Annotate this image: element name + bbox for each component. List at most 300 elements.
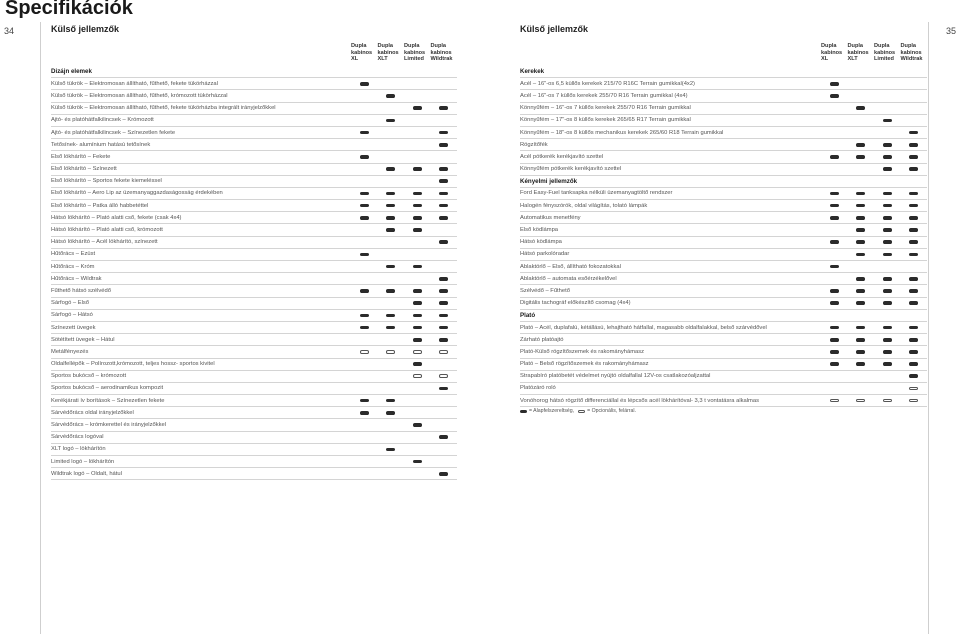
table-cell <box>404 240 431 244</box>
table-cell <box>404 362 431 366</box>
table-cell <box>404 277 431 281</box>
table-cell <box>431 192 458 196</box>
table-cell <box>378 119 405 123</box>
table-cell <box>848 167 875 171</box>
table-row <box>51 273 457 285</box>
table-cell <box>901 143 928 147</box>
table-row <box>520 334 927 346</box>
optional-marker-icon <box>386 350 395 354</box>
table-cell <box>351 435 378 439</box>
table-row <box>51 127 457 139</box>
row-label: Acél – 16"-os 7 küllős kerekek 255/70 R16 Terrain gumikkal (4x4) <box>520 92 688 99</box>
page-number-right: 35 <box>945 26 956 36</box>
column-header: Dupla kabinos Wildtrak <box>900 43 923 63</box>
standard-marker-icon <box>830 82 839 86</box>
table-cell <box>404 228 431 232</box>
standard-marker-icon <box>909 228 918 232</box>
table-cell <box>874 106 901 110</box>
table-cell <box>351 411 378 415</box>
table-cell <box>378 472 405 476</box>
standard-marker-icon <box>386 314 395 318</box>
table-cell <box>821 131 848 135</box>
standard-marker-icon <box>883 350 892 354</box>
standard-marker-icon <box>413 362 422 366</box>
table-row <box>51 139 457 151</box>
legend-optional-text: = Opcionális, felárral. <box>587 408 637 414</box>
table-row <box>520 90 927 102</box>
standard-marker-icon <box>856 350 865 354</box>
table-cell <box>404 326 431 330</box>
table-cell <box>378 411 405 415</box>
table-cell <box>351 143 378 147</box>
column-header: Dupla kabinos XLT <box>847 43 869 63</box>
table-cell <box>848 374 875 378</box>
table-row <box>51 371 457 383</box>
standard-marker-icon <box>883 204 892 208</box>
standard-marker-icon <box>413 423 422 427</box>
table-cell <box>378 106 405 110</box>
table-cell <box>378 240 405 244</box>
table-cell <box>378 253 405 257</box>
table-cell <box>431 228 458 232</box>
standard-marker-icon <box>883 240 892 244</box>
row-label: Sportos bukócső – krómozott <box>51 373 127 380</box>
standard-marker-icon <box>439 167 448 171</box>
row-label: Első lökhárító – Fekete <box>51 153 111 160</box>
optional-marker-icon <box>439 374 448 378</box>
row-label: Fűthető hátsó szélvédő <box>51 287 111 294</box>
table-cell <box>431 301 458 305</box>
row-label: Első ködlámpa <box>520 227 559 234</box>
table-cell <box>431 448 458 452</box>
table-cell <box>821 362 848 366</box>
standard-marker-icon <box>360 399 369 403</box>
standard-marker-icon <box>439 314 448 318</box>
table-cell <box>848 204 875 208</box>
table-cell <box>378 387 405 391</box>
table-row <box>520 139 927 151</box>
row-label: Könnyűfém – 16"-os 7 küllős kerekek 255/70 R16 Terrain gumikkal <box>520 105 691 112</box>
table-row <box>520 383 927 395</box>
table-cell <box>404 106 431 110</box>
standard-marker-icon <box>439 106 448 110</box>
table-cell <box>821 253 848 257</box>
row-label: Kerekek <box>520 68 545 76</box>
row-label: Limited logó – lökhárítón <box>51 458 115 465</box>
left-spec-table <box>51 66 457 480</box>
table-cell <box>901 265 928 269</box>
optional-marker-icon <box>360 350 369 354</box>
table-cell <box>431 362 458 366</box>
table-cell <box>378 435 405 439</box>
table-cell <box>874 143 901 147</box>
table-cell <box>821 289 848 293</box>
row-label: Acél pótkerék kerékjavító szettel <box>520 153 604 160</box>
table-cell <box>874 131 901 135</box>
row-label: Első lökhárító – Sportos fekete kiemeléssel <box>51 178 162 185</box>
row-label: Metálfényezés <box>51 348 89 355</box>
table-cell <box>848 94 875 98</box>
standard-marker-icon <box>909 362 918 366</box>
table-cell <box>431 338 458 342</box>
optional-marker-icon <box>909 399 918 403</box>
table-cell <box>351 472 378 476</box>
table-cell <box>404 167 431 171</box>
table-cell <box>874 265 901 269</box>
row-label: Ajtó- és platóhátfalkilincsek – Színezetlen fekete <box>51 129 176 136</box>
table-cell <box>821 82 848 86</box>
standard-marker-icon <box>909 155 918 159</box>
table-cell <box>404 155 431 159</box>
table-cell <box>901 216 928 220</box>
table-cell <box>874 338 901 342</box>
table-cell <box>431 240 458 244</box>
table-cell <box>351 387 378 391</box>
column-header: Dupla kabinos Limited <box>404 43 426 63</box>
standard-marker-icon <box>856 253 865 257</box>
row-label: Hűtőrács – Króm <box>51 263 95 270</box>
table-cell <box>351 192 378 196</box>
table-cell <box>821 240 848 244</box>
row-label: Sárvédőrács oldal irányjelzőkkel <box>51 409 134 416</box>
table-cell <box>431 350 458 354</box>
table-row <box>520 200 927 212</box>
standard-marker-icon <box>856 106 865 110</box>
table-cell <box>901 338 928 342</box>
standard-marker-icon <box>386 265 395 269</box>
table-row <box>51 164 457 176</box>
table-cell <box>431 472 458 476</box>
table-cell <box>378 265 405 269</box>
table-cell <box>378 192 405 196</box>
row-label: Ford Easy-Fuel tanksapka nélküli üzemanyagtöltő rendszer <box>520 190 673 197</box>
standard-marker-icon <box>413 314 422 318</box>
table-group-header <box>520 176 927 188</box>
standard-marker-icon <box>360 204 369 208</box>
standard-marker-icon <box>830 204 839 208</box>
table-cell <box>821 265 848 269</box>
standard-marker-icon <box>830 350 839 354</box>
standard-marker-icon <box>856 192 865 196</box>
left-column-headers <box>351 43 457 63</box>
standard-marker-icon <box>386 119 395 123</box>
table-row <box>520 151 927 163</box>
table-row <box>51 346 457 358</box>
standard-marker-icon <box>830 326 839 330</box>
table-cell <box>821 167 848 171</box>
table-cell <box>378 216 405 220</box>
table-cell <box>874 387 901 391</box>
standard-marker-icon <box>830 338 839 342</box>
standard-marker-icon <box>909 204 918 208</box>
optional-marker-icon <box>439 350 448 354</box>
row-label: Zárható platóajtó <box>520 336 564 343</box>
table-cell <box>874 119 901 123</box>
standard-marker-icon <box>883 289 892 293</box>
table-cell <box>901 167 928 171</box>
table-cell <box>431 387 458 391</box>
row-label: Sárfogó – Első <box>51 300 90 307</box>
table-cell <box>821 119 848 123</box>
standard-marker-icon <box>909 326 918 330</box>
standard-marker-icon <box>909 131 918 135</box>
standard-marker-icon <box>413 192 422 196</box>
table-cell <box>404 265 431 269</box>
table-cell <box>848 253 875 257</box>
table-cell <box>901 374 928 378</box>
table-row <box>51 103 457 115</box>
legend-standard-text: = Alapfelszereltség, <box>529 408 575 414</box>
standard-marker-icon <box>856 301 865 305</box>
table-row <box>51 224 457 236</box>
page-title: Specifikációk <box>5 0 133 19</box>
table-cell <box>821 301 848 305</box>
table-cell <box>901 94 928 98</box>
standard-marker-icon <box>856 204 865 208</box>
table-cell <box>431 216 458 220</box>
standard-marker-icon <box>386 94 395 98</box>
table-cell <box>874 204 901 208</box>
right-column-headers <box>821 43 927 63</box>
table-row <box>520 103 927 115</box>
table-cell <box>874 167 901 171</box>
standard-marker-icon <box>883 155 892 159</box>
table-cell <box>848 265 875 269</box>
standard-marker-icon <box>439 240 448 244</box>
standard-marker-icon <box>439 143 448 147</box>
table-row <box>520 285 927 297</box>
table-cell <box>431 435 458 439</box>
optional-marker-icon <box>413 374 422 378</box>
standard-marker-icon <box>439 216 448 220</box>
table-cell <box>404 314 431 318</box>
standard-marker-icon <box>856 155 865 159</box>
table-cell <box>378 460 405 464</box>
table-row <box>520 273 927 285</box>
table-cell <box>351 94 378 98</box>
standard-marker-icon <box>413 326 422 330</box>
right-divider <box>928 22 929 634</box>
standard-marker-icon <box>883 119 892 123</box>
column-header: Dupla kabinos XLT <box>377 43 399 63</box>
row-label: Strapabíró platóbetét védelmet nyújtó oldalfallal 12V-os csatlakozóaljzattal <box>520 373 711 380</box>
standard-marker-icon <box>909 216 918 220</box>
table-cell <box>848 387 875 391</box>
table-row <box>51 322 457 334</box>
row-label: Vonóhorog hátsó rögzítő differenciállal és lépcsős acél lökhárítóval- 3,3 t vontatásra alkalmas <box>520 397 759 404</box>
table-cell <box>848 119 875 123</box>
table-cell <box>351 314 378 318</box>
table-row <box>51 261 457 273</box>
table-cell <box>874 289 901 293</box>
standard-marker-icon <box>856 289 865 293</box>
table-row <box>51 407 457 419</box>
row-label: Könnyűfém – 18"-os 8 küllős mechanikus kerekek 265/60 R18 Terrain gumikkal <box>520 129 724 136</box>
table-cell <box>351 216 378 220</box>
row-label: Sötétített üvegek – Hátul <box>51 336 115 343</box>
row-label: Plató <box>520 311 536 319</box>
standard-marker-icon <box>386 228 395 232</box>
standard-marker-icon <box>386 216 395 220</box>
table-cell <box>404 289 431 293</box>
table-row <box>51 456 457 468</box>
table-cell <box>404 192 431 196</box>
standard-marker-icon <box>909 143 918 147</box>
table-cell <box>378 143 405 147</box>
row-label: Hűtőrács – Ezüst <box>51 251 96 258</box>
row-label: Színezett üvegek <box>51 324 96 331</box>
row-label: Tetősínek- alumínium hatású tetősínek <box>51 141 151 148</box>
standard-marker-icon <box>360 411 369 415</box>
table-cell <box>821 106 848 110</box>
table-cell <box>378 204 405 208</box>
row-label: Hátsó ködlámpa <box>520 239 562 246</box>
table-cell <box>378 362 405 366</box>
row-label: Ajtó- és platóhátfalkilincsek – Krómozott <box>51 117 154 124</box>
left-divider <box>40 22 41 634</box>
table-cell <box>821 374 848 378</box>
standard-marker-icon <box>883 301 892 305</box>
table-cell <box>351 362 378 366</box>
row-label: Külső tükrök – Elektromosan állítható, fűthető, krómozott tükörházzal <box>51 92 228 99</box>
row-label: Külső tükrök – Elektromosan állítható, fűthető, fekete tükörházba integrált irányjelzőkkel <box>51 105 276 112</box>
row-label: Sárvédőrács logóval <box>51 434 104 441</box>
table-cell <box>378 448 405 452</box>
standard-marker-icon <box>520 410 527 413</box>
table-cell <box>351 277 378 281</box>
table-cell <box>901 119 928 123</box>
table-cell <box>404 338 431 342</box>
table-cell <box>848 106 875 110</box>
standard-marker-icon <box>830 155 839 159</box>
table-row <box>520 298 927 310</box>
row-label: Plató – Belső rögzítőszemek és rakományhámasz <box>520 361 649 368</box>
row-label: Platózáró roló <box>520 385 556 392</box>
table-cell <box>404 350 431 354</box>
table-cell <box>351 460 378 464</box>
table-cell <box>351 423 378 427</box>
table-cell <box>404 301 431 305</box>
table-cell <box>378 301 405 305</box>
table-cell <box>431 94 458 98</box>
table-row <box>51 298 457 310</box>
table-cell <box>431 265 458 269</box>
table-cell <box>874 155 901 159</box>
table-cell <box>404 399 431 403</box>
table-cell <box>901 362 928 366</box>
table-cell <box>404 143 431 147</box>
row-label: Könnyűfém pótkerék kerékjavító szettel <box>520 166 622 173</box>
standard-marker-icon <box>909 374 918 378</box>
table-cell <box>821 204 848 208</box>
table-row <box>520 237 927 249</box>
standard-marker-icon <box>439 131 448 135</box>
table-cell <box>378 399 405 403</box>
row-label: Hűtőrács – Wildtrak <box>51 275 102 282</box>
table-cell <box>821 350 848 354</box>
table-cell <box>404 423 431 427</box>
right-section-title: Külső jellemzők <box>520 24 589 34</box>
optional-marker-icon <box>578 410 585 413</box>
table-cell <box>901 289 928 293</box>
table-cell <box>901 399 928 403</box>
standard-marker-icon <box>856 326 865 330</box>
row-label: Hátsó lökhárító – Plató alatti cső, fekete (csak 4x4) <box>51 214 182 221</box>
standard-marker-icon <box>386 448 395 452</box>
table-cell <box>901 350 928 354</box>
table-group-header <box>520 66 927 78</box>
optional-marker-icon <box>856 399 865 403</box>
standard-marker-icon <box>360 192 369 196</box>
table-cell <box>901 326 928 330</box>
table-cell <box>901 240 928 244</box>
row-label: Halogén fényszórók, oldal világítás, tolató lámpák <box>520 202 648 209</box>
table-row <box>51 419 457 431</box>
table-cell <box>848 289 875 293</box>
table-cell <box>351 131 378 135</box>
table-row <box>520 395 927 407</box>
table-row <box>51 249 457 261</box>
table-cell <box>431 106 458 110</box>
row-label: Hátsó lökhárító – Plató alatti cső, krómozott <box>51 227 163 234</box>
standard-marker-icon <box>360 155 369 159</box>
standard-marker-icon <box>360 131 369 135</box>
standard-marker-icon <box>413 228 422 232</box>
table-group-header <box>51 66 457 78</box>
optional-marker-icon <box>830 399 839 403</box>
standard-marker-icon <box>909 350 918 354</box>
table-row <box>520 322 927 334</box>
standard-marker-icon <box>909 289 918 293</box>
standard-marker-icon <box>386 204 395 208</box>
table-cell <box>378 94 405 98</box>
table-cell <box>351 326 378 330</box>
table-cell <box>351 289 378 293</box>
table-cell <box>431 155 458 159</box>
standard-marker-icon <box>909 240 918 244</box>
standard-marker-icon <box>883 143 892 147</box>
table-cell <box>351 119 378 123</box>
standard-marker-icon <box>883 228 892 232</box>
table-cell <box>901 301 928 305</box>
table-cell <box>351 106 378 110</box>
table-cell <box>431 179 458 183</box>
table-cell <box>821 94 848 98</box>
table-row <box>520 188 927 200</box>
right-spec-table <box>520 66 927 407</box>
standard-marker-icon <box>439 326 448 330</box>
table-cell <box>351 179 378 183</box>
table-cell <box>351 399 378 403</box>
standard-marker-icon <box>909 301 918 305</box>
table-row <box>51 115 457 127</box>
row-label: Ablaktörlő – automata esőérzékelővel <box>520 275 617 282</box>
table-cell <box>821 228 848 232</box>
standard-marker-icon <box>439 472 448 476</box>
standard-marker-icon <box>439 289 448 293</box>
row-label: Első lökhárító – Színezett <box>51 166 117 173</box>
table-row <box>520 346 927 358</box>
row-label: Sárfogó – Hátsó <box>51 312 93 319</box>
standard-marker-icon <box>856 338 865 342</box>
standard-marker-icon <box>386 167 395 171</box>
table-cell <box>378 326 405 330</box>
standard-marker-icon <box>856 228 865 232</box>
table-cell <box>378 350 405 354</box>
table-cell <box>351 167 378 171</box>
table-cell <box>431 314 458 318</box>
table-cell <box>351 374 378 378</box>
